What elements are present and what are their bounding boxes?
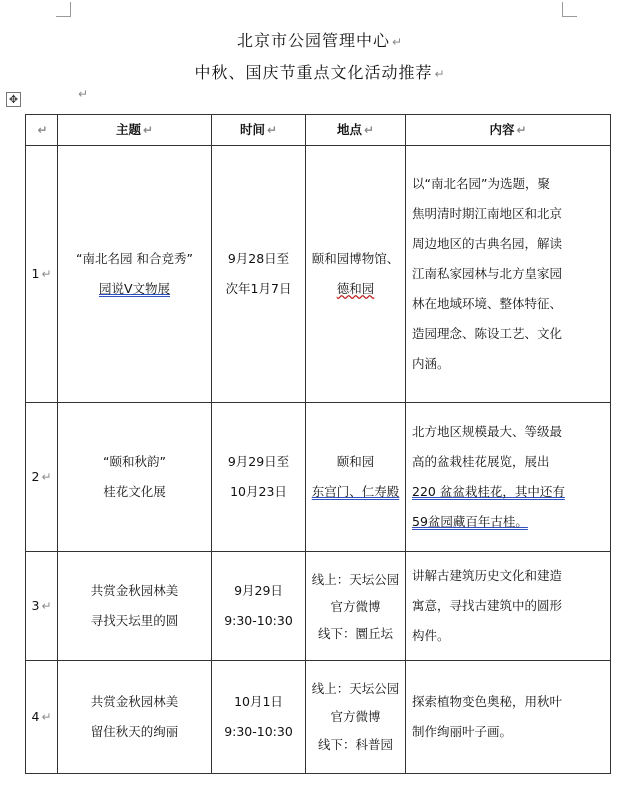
activity-table (25, 114, 611, 774)
row-place: 线上：天坛公园 官方微博 线下：科普园 (306, 661, 406, 774)
row-index: 2 ↵ (26, 403, 58, 552)
row-content: 以“南北名园”为选题，聚 焦明清时期江南地区和北京 周边地区的古典名园，解读 江南私家园林与北方皇家园 林在地域环境、整体特征、 造园理念、陈设工艺、文化 内涵。 (406, 146, 611, 403)
row-place: 线上：天坛公园 官方微博 线下：圜丘坛 (306, 552, 406, 661)
header-time: 时间 ↵ (212, 115, 306, 146)
empty-paragraph-mark: ↵ (78, 87, 89, 101)
table-header-row (26, 115, 611, 146)
page-corner-mark-left (56, 2, 71, 17)
page-corner-mark-right (562, 2, 577, 17)
row-theme: “颐和秋韵” 桂花文化展 (58, 403, 212, 552)
row-theme: 共赏金秋园林美 留住秋天的绚丽 (58, 661, 212, 774)
row-place: 颐和园博物馆、 德和园 (306, 146, 406, 403)
document-subtitle: 中秋、国庆节重点文化活动推荐 ↵ (194, 63, 446, 82)
table-row (26, 552, 611, 661)
row-index: 1 ↵ (26, 146, 58, 403)
table-move-handle-icon[interactable]: ✥ (6, 92, 21, 107)
header-content: 内容 ↵ (406, 115, 611, 146)
row-content: 北方地区规模最大、等级最 高的盆栽桂花展览，展出 220 盆盆栽桂花，其中还有 59盆园藏百年古桂。 (406, 403, 611, 552)
header-index: ↵ (26, 115, 58, 146)
row-time: 10月1日 9:30-10:30 (212, 661, 306, 774)
row-theme: 共赏金秋园林美 寻找天坛里的圆 (58, 552, 212, 661)
row-content: 讲解古建筑历史文化和建造 寓意，寻找古建筑中的圆形 构件。 (406, 552, 611, 661)
row-time: 9月28日至 次年1月7日 (212, 146, 306, 403)
header-place: 地点 ↵ (306, 115, 406, 146)
row-time: 9月29日 9:30-10:30 (212, 552, 306, 661)
document-title: 北京市公园管理中心 ↵ (236, 31, 404, 50)
row-index: 4 ↵ (26, 661, 58, 774)
row-index: 3 ↵ (26, 552, 58, 661)
row-time: 9月29日至 10月23日 (212, 403, 306, 552)
row-place: 颐和园 东宫门、仁寿殿 (306, 403, 406, 552)
table-row (26, 146, 611, 403)
row-content: 探索植物变色奥秘，用秋叶 制作绚丽叶子画。 (406, 661, 611, 774)
table-row (26, 661, 611, 774)
header-theme: 主题 ↵ (58, 115, 212, 146)
paragraph-mark: ↵ (391, 35, 404, 49)
table-row (26, 403, 611, 552)
paragraph-mark: ↵ (434, 67, 446, 81)
row-theme: “南北名园 和合竞秀” 园说Ⅴ文物展 (58, 146, 212, 403)
